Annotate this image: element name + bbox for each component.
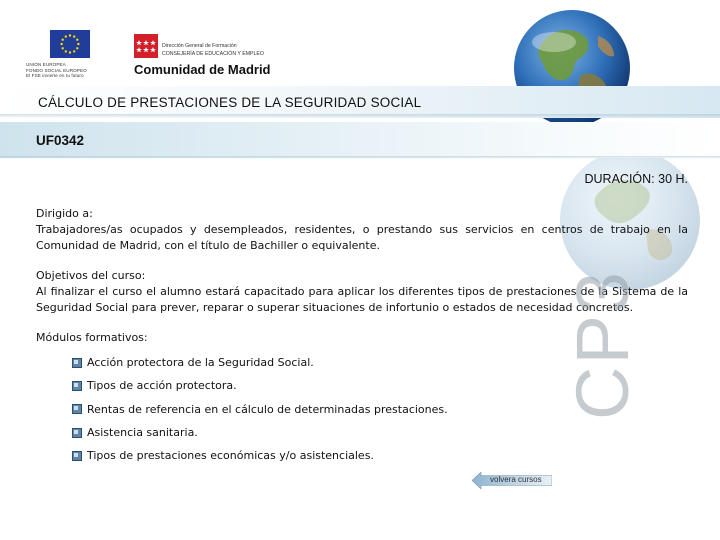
modules-heading: Módulos formativos: xyxy=(36,331,148,344)
objectives-heading: Objetivos del curso: xyxy=(36,269,146,282)
target-audience-section xyxy=(36,206,688,254)
module-item xyxy=(72,374,448,397)
checkbox-bullet-icon xyxy=(72,404,82,414)
checkbox-bullet-icon xyxy=(72,381,82,391)
module-label: Tipos de acción protectora. xyxy=(87,379,237,393)
code-band xyxy=(0,122,720,158)
cm-name: Comunidad de Madrid xyxy=(134,62,271,77)
target-audience-heading: Dirigido a: xyxy=(36,207,93,220)
objectives-text: Al finalizar el curso el alumno estará capacitado para aplicar los diferentes tipos de prestaciones de la Sistema de la Seguridad Social para prever, reparar o superar situaciones de infortunio o estados de necesidad concretos. xyxy=(36,285,688,314)
back-to-courses-button[interactable] xyxy=(472,472,552,489)
comunidad-madrid-logo xyxy=(134,34,304,78)
module-item xyxy=(72,444,448,467)
cm-directorate: Dirección General de Formación xyxy=(162,43,237,49)
module-item xyxy=(72,351,448,374)
course-title: CÁLCULO DE PRESTACIONES DE LA SEGURIDAD SOCIAL xyxy=(38,95,422,110)
target-audience-text: Trabajadores/as ocupados y desempleados, residentes, o prestando sus servicios en centros de trabajo en la Comunidad de Madrid, con el título de Bachiller o equivalente. xyxy=(36,223,688,252)
eu-logo-text: UNIÓN EUROPEA FONDO SOCIAL EUROPEO El FSE invierte en tu futuro xyxy=(26,62,87,79)
module-item xyxy=(72,421,448,444)
module-label: Rentas de referencia en el cálculo de determinadas prestaciones. xyxy=(87,402,448,416)
module-label: Tipos de prestaciones económicas y/o asistenciales. xyxy=(87,449,374,463)
course-code: UF0342 xyxy=(36,133,85,148)
eu-flag-icon xyxy=(50,30,90,58)
module-label: Asistencia sanitaria. xyxy=(87,426,198,440)
module-item xyxy=(72,398,448,421)
eu-logo xyxy=(26,28,118,80)
modules-list xyxy=(72,351,448,467)
cp3-watermark: CP3 xyxy=(561,270,644,420)
checkbox-bullet-icon xyxy=(72,451,82,461)
madrid-stars-icon xyxy=(134,34,158,58)
cm-ministry: CONSEJERÍA DE EDUCACIÓN Y EMPLEO xyxy=(162,51,264,57)
checkbox-bullet-icon xyxy=(72,358,82,368)
course-duration: DURACIÓN: 30 H. xyxy=(584,172,688,186)
module-label: Acción protectora de la Seguridad Social. xyxy=(87,356,314,370)
back-to-courses-label: volvera cursos xyxy=(490,475,542,484)
checkbox-bullet-icon xyxy=(72,428,82,438)
